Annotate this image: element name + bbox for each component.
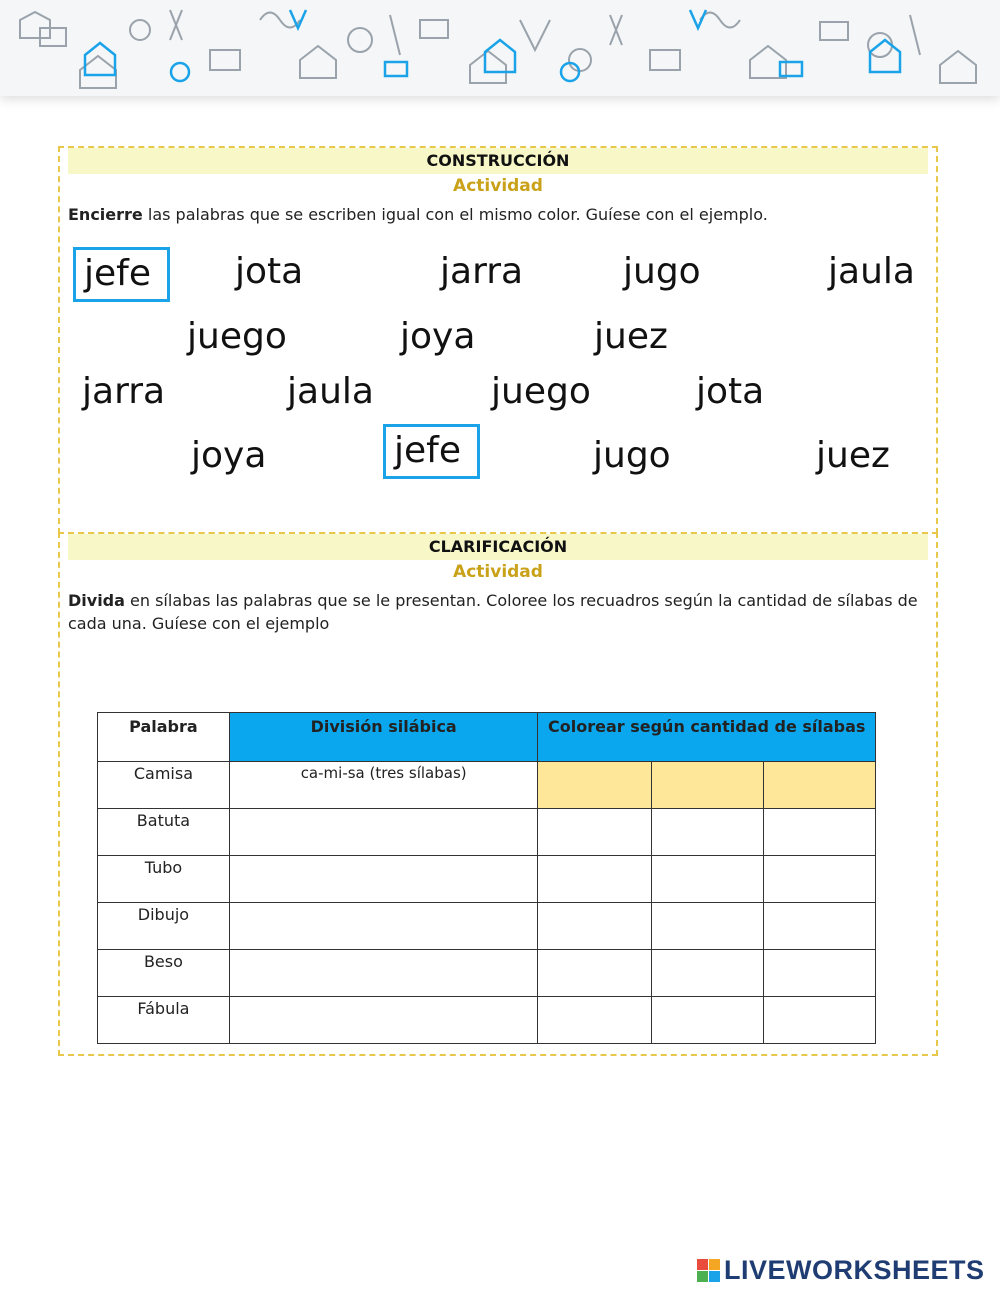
syllable-box[interactable] xyxy=(538,950,652,997)
liveworksheets-logo xyxy=(697,1255,985,1285)
header-palabra: Palabra xyxy=(98,713,230,762)
decorative-banner xyxy=(0,0,1000,96)
syllable-box[interactable] xyxy=(764,950,876,997)
header-division: División silábica xyxy=(229,713,538,762)
row-word: Beso xyxy=(98,950,230,997)
syllable-box[interactable] xyxy=(764,809,876,856)
word-item[interactable]: joya xyxy=(191,435,267,476)
table-header-row xyxy=(98,713,876,762)
syllable-box[interactable] xyxy=(652,856,764,903)
table-row xyxy=(98,903,876,950)
instruction-verb: Encierre xyxy=(68,205,143,224)
syllable-box[interactable] xyxy=(652,903,764,950)
word-example-jefe[interactable]: jefe xyxy=(383,424,480,479)
syllable-box[interactable] xyxy=(538,809,652,856)
syllable-box[interactable] xyxy=(652,762,764,809)
word-item[interactable]: joya xyxy=(400,316,476,357)
row-word: Dibujo xyxy=(98,903,230,950)
word-example-jefe[interactable]: jefe xyxy=(73,247,170,302)
word-item[interactable]: jota xyxy=(235,251,304,292)
syllable-box[interactable] xyxy=(764,762,876,809)
row-word: Camisa xyxy=(98,762,230,809)
syllable-box[interactable] xyxy=(538,762,652,809)
logo-blocks-icon xyxy=(697,1259,720,1282)
word-item[interactable]: jaula xyxy=(828,251,915,292)
word-item[interactable]: jaula xyxy=(287,371,374,412)
clarificacion-activity-label: Actividad xyxy=(453,562,543,582)
syllable-box[interactable] xyxy=(538,997,652,1044)
syllable-box[interactable] xyxy=(652,809,764,856)
syllable-box[interactable] xyxy=(764,997,876,1044)
logo-text: LIVEWORKSHEETS xyxy=(724,1254,985,1285)
syllable-box[interactable] xyxy=(538,856,652,903)
construccion-instructions xyxy=(68,203,924,226)
row-division-input[interactable] xyxy=(229,856,538,903)
word-item[interactable]: juez xyxy=(816,435,890,476)
word-item[interactable]: jarra xyxy=(440,251,524,292)
syllable-box[interactable] xyxy=(764,856,876,903)
row-division-input[interactable] xyxy=(229,950,538,997)
word-item[interactable]: jugo xyxy=(593,435,671,476)
row-division: ca-mi-sa (tres sílabas) xyxy=(229,762,538,809)
word-item[interactable]: juego xyxy=(187,316,287,357)
word-item[interactable]: jota xyxy=(696,371,765,412)
row-division-input[interactable] xyxy=(229,997,538,1044)
row-word: Batuta xyxy=(98,809,230,856)
table-row xyxy=(98,762,876,809)
word-item[interactable]: juego xyxy=(491,371,591,412)
row-division-input[interactable] xyxy=(229,903,538,950)
instruction-text: las palabras que se escriben igual con el mismo color. Guíese con el ejemplo. xyxy=(142,205,768,224)
clarificacion-instructions xyxy=(68,589,924,635)
row-division-input[interactable] xyxy=(229,809,538,856)
row-word: Fábula xyxy=(98,997,230,1044)
row-word: Tubo xyxy=(98,856,230,903)
syllable-box[interactable] xyxy=(652,997,764,1044)
instruction-text: en sílabas las palabras que se le presentan. Coloree los recuadros según la cantidad de sílabas de cada una. Guíese con el ejemplo xyxy=(68,591,918,633)
syllable-box[interactable] xyxy=(764,903,876,950)
header-colorear: Colorear según cantidad de sílabas xyxy=(538,713,876,762)
construccion-activity-label: Actividad xyxy=(453,176,543,196)
table-row xyxy=(98,950,876,997)
word-item[interactable]: jugo xyxy=(623,251,701,292)
construccion-title: CONSTRUCCIÓN xyxy=(68,148,928,174)
table-row xyxy=(98,856,876,903)
instruction-verb: Divida xyxy=(68,591,125,610)
word-item[interactable]: jarra xyxy=(82,371,166,412)
table-row xyxy=(98,997,876,1044)
clarificacion-title: CLARIFICACIÓN xyxy=(68,534,928,560)
syllable-table xyxy=(97,712,876,1044)
table-row xyxy=(98,809,876,856)
word-item[interactable]: juez xyxy=(594,316,668,357)
syllable-box[interactable] xyxy=(652,950,764,997)
school-doodles-icon xyxy=(0,0,1000,96)
syllable-box[interactable] xyxy=(538,903,652,950)
